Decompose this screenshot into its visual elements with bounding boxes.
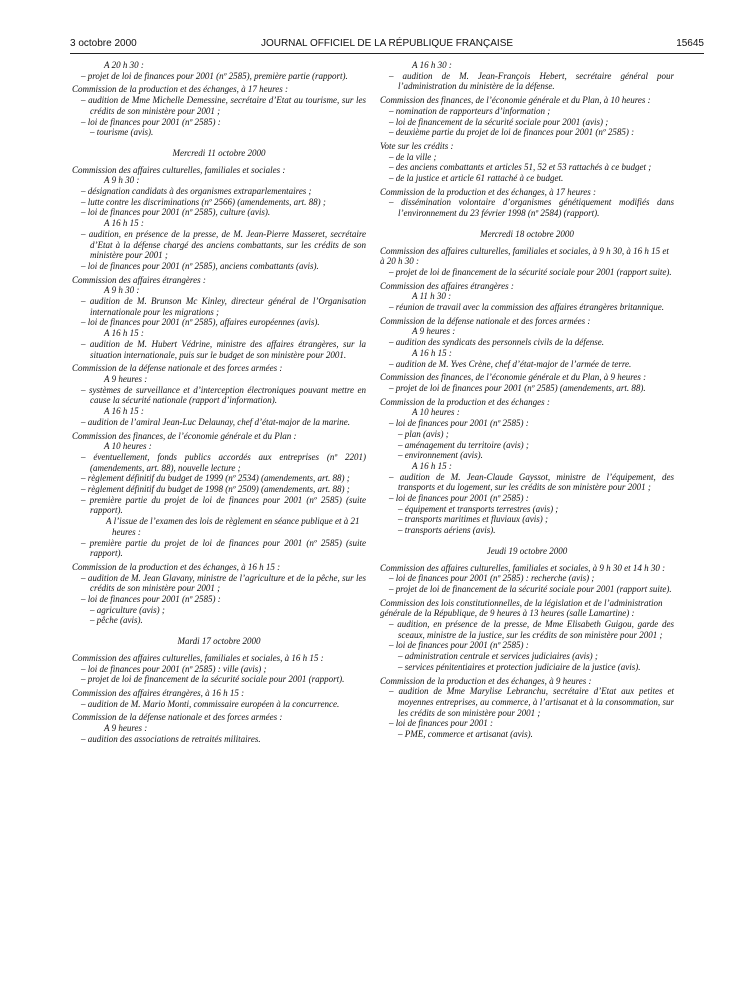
agenda-item: – services pénitentiaires et protection judiciaire de la justice (avis). (398, 661, 641, 672)
agenda-item: – désignation candidats à des organismes extraparlementaires ; (81, 186, 312, 197)
agenda-item: – audition de M. Jean Glavany, ministre de l’agriculture et de la pêche, sur les crédits de son ministère pour 2001 ; (81, 572, 366, 594)
committee-heading: Commission des lois constitutionnelles, de la législation et de l’administration générale de la République, de 9 heures à 13 heures (salle Lamartine) : (380, 597, 663, 619)
committee-heading: Vote sur les crédits : (380, 140, 454, 151)
committee-heading: Commission de la production et des échanges, à 9 heures : (380, 675, 592, 686)
time-label: A 16 h 30 : (412, 60, 452, 70)
agenda-item: – administration centrale et services judiciaires (avis) ; (398, 651, 598, 662)
agenda-item: – nomination de rapporteurs d’information ; (389, 105, 551, 116)
agenda-item: A l’issue de l’examen des lois de règlement en séance publique et à 21 heures : (106, 516, 360, 537)
time-label: A 16 h 15 : (104, 328, 144, 339)
header-date: 3 octobre 2000 (70, 38, 137, 49)
agenda-item: – audition de M. Brunson Mc Kinley, directeur général de l’Organisation internationale pour les migrations ; (81, 296, 366, 317)
committee-heading: Commission de la production et des échanges : (380, 396, 550, 407)
committee-heading: Commission des finances, de l’économie générale et du Plan : (72, 430, 297, 441)
agenda-item: – loi de finances pour 2001 (nº 2585), culture (avis). (81, 207, 271, 218)
agenda-item: – loi de finances pour 2001 (nº 2585) : (389, 640, 529, 651)
time-label: A 11 h 30 : (412, 291, 452, 302)
agenda-item: – lutte contre les discriminations (nº 2566) (amendements, art. 88) ; (81, 196, 326, 207)
agenda-item: – aménagement du territoire (avis) ; (398, 439, 529, 450)
right-column (380, 60, 674, 740)
agenda-item: – audition, en présence de la presse, de Mme Elisabeth Guigou, garde des sceaux, ministre de la justice, sur les crédits de son ministère pour 2001 ; (389, 619, 674, 640)
agenda-item: – loi de finances pour 2001 (nº 2585) : (81, 594, 221, 605)
agenda-item: – agriculture (avis) ; (90, 604, 165, 615)
time-label: A 16 h 15 : (104, 218, 144, 229)
time-label: A 9 heures : (104, 723, 148, 734)
agenda-item: – audition de M. Hubert Védrine, ministre des affaires étrangères, sur la situation internationale, puis sur le budget de son ministère pour 2001. (81, 338, 366, 360)
agenda-item: – audition des syndicats des personnels civils de la défense. (389, 337, 604, 348)
time-label: A 9 heures : (104, 373, 148, 384)
agenda-item: – loi de finances pour 2001 (nº 2585) : ville (avis) ; (81, 663, 267, 674)
committee-heading: Commission des affaires culturelles, familiales et sociales, à 9 h 30 et 14 h 30 : (380, 562, 666, 573)
header-rule (70, 53, 704, 54)
time-label: A 10 heures : (104, 441, 152, 452)
agenda-item: – loi de finances pour 2001 (nº 2585) : (389, 493, 529, 504)
agenda-item: – des anciens combattants et articles 51, 52 et 53 rattachés à ce budget ; (389, 162, 652, 173)
agenda-item: – systèmes de surveillance et d’interception électroniques pouvant mettre en cause la sécurité nationale (rapport d’information). (81, 384, 366, 406)
agenda-item: – loi de financement de la sécurité sociale pour 2001 (avis) ; (389, 116, 609, 127)
agenda-item: – transports maritimes et fluviaux (avis) ; (398, 514, 548, 525)
committee-heading: Commission de la production et des échanges, à 17 heures : (72, 84, 289, 95)
time-label: A 9 heures : (412, 326, 456, 337)
committee-heading: Commission des finances, de l’économie générale et du Plan, à 9 heures : (380, 372, 647, 383)
agenda-item: – règlement définitif du budget de 1999 (nº 2534) (amendements, art. 88) ; (81, 473, 350, 484)
agenda-item: – audition de M. Yves Crène, chef d’état-major de l’armée de terre. (389, 358, 632, 369)
time-label: A 16 h 15 : (104, 406, 144, 417)
agenda-item: – loi de finances pour 2001 (nº 2585), affaires européennes (avis). (81, 317, 320, 328)
agenda-item: – de la justice et article 61 rattaché à ce budget. (389, 173, 564, 184)
agenda-item: – éventuellement, fonds publics accordés aux entreprises (nº 2201) (amendements, art. 88), nouvelle lecture ; (81, 451, 366, 473)
agenda-item: – première partie du projet de loi de finances pour 2001 (nº 2585) (suite rapport). (81, 537, 366, 559)
agenda-item: – loi de finances pour 2001 (nº 2585) : (389, 418, 529, 429)
agenda-item: – réunion de travail avec la commission des affaires étrangères britannique. (389, 302, 665, 313)
time-label: A 16 h 15 : (412, 347, 452, 358)
committee-heading: Commission de la défense nationale et des forces armées : (380, 315, 591, 326)
committee-heading: Commission des affaires culturelles, familiales et sociales, à 16 h 15 : (72, 652, 324, 663)
day-heading: Mercredi 18 octobre 2000 (480, 228, 574, 239)
agenda-item: – première partie du projet de loi de finances pour 2001 (nº 2585) (suite rapport). (81, 494, 366, 516)
agenda-item: – audition des associations de retraités militaires. (81, 733, 261, 744)
agenda-item: – loi de finances pour 2001 : (389, 718, 493, 729)
agenda-item: – loi de finances pour 2001 (nº 2585) : (81, 116, 221, 127)
agenda-item: – audition de l’amiral Jean-Luc Delaunay, chef d’état-major de la marine. (81, 416, 350, 427)
time-label: A 16 h 15 : (412, 460, 452, 471)
agenda-item: – de la ville ; (389, 151, 437, 162)
agenda-item: – loi de finances pour 2001 (nº 2585), anciens combattants (avis). (81, 260, 319, 271)
time-label: A 9 h 30 : (104, 285, 140, 296)
agenda-item: – dissémination volontaire d’organismes génétiquement modifiés dans l’environnement du 23 février 1998 (nº 2584) (rapport). (389, 197, 674, 219)
agenda-item: – règlement définitif du budget de 1998 (nº 2509) (amendements, art. 88) ; (81, 484, 350, 495)
committee-heading: Commission de la défense nationale et des forces armées : (72, 712, 283, 723)
agenda-item: – projet de loi de financement de la sécurité sociale pour 2001 (rapport). (81, 674, 345, 685)
agenda-item: – tourisme (avis). (90, 127, 154, 138)
agenda-item: – pêche (avis). (90, 615, 143, 626)
committee-heading: Commission des affaires étrangères : (380, 280, 514, 291)
agenda-item: – audition de M. Jean-François Hebert, secrétaire général pour l’administration du ministère de la défense. (389, 70, 674, 92)
agenda-item: – environnement (avis). (398, 450, 483, 461)
agenda-item: – audition de Mme Marylise Lebranchu, secrétaire d’Etat aux petites et moyennes entreprises, au commerce, à l’artisanat et à la consommation, sur les crédits de son ministère pour 2001 ; (389, 686, 674, 718)
day-heading: Mardi 17 octobre 2000 (177, 636, 261, 647)
agenda-item: – audition de Mme Michelle Demessine, secrétaire d’Etat au tourisme, sur les crédits de son ministère pour 2001 ; (81, 95, 366, 116)
agenda-item: – deuxième partie du projet de loi de finances pour 2001 (nº 2585) : (389, 127, 635, 138)
committee-heading: Commission des affaires étrangères, à 16 h 15 : (72, 687, 245, 698)
agenda-item: – audition de M. Mario Monti, commissaire européen à la concurrence. (81, 698, 340, 709)
committee-heading: Commission de la production et des échanges, à 17 heures : (380, 186, 597, 197)
committee-heading: Commission de la production et des échanges, à 16 h 15 : (72, 561, 281, 572)
time-label: A 9 h 30 : (104, 175, 140, 186)
page-number: 15645 (676, 38, 704, 49)
agenda-item: – loi de finances pour 2001 (nº 2585) : recherche (avis) ; (389, 573, 595, 584)
page-header (70, 38, 704, 54)
day-heading: Jeudi 19 octobre 2000 (486, 545, 568, 556)
agenda-item: – audition, en présence de la presse, de M. Jean-Pierre Masseret, secrétaire d’Etat à la défense chargé des anciens combattants, sur les crédits de son ministère pour 2001 ; (81, 228, 366, 261)
agenda-item: – plan (avis) ; (398, 428, 449, 439)
time-label: A 10 heures : (412, 407, 460, 418)
committee-heading: Commission des affaires culturelles, familiales et sociales, à 9 h 30, à 16 h 15 et à 20 h 30 : (380, 245, 669, 267)
committee-heading: Commission de la défense nationale et des forces armées : (72, 363, 283, 374)
agenda-item: – audition de M. Jean-Claude Gayssot, ministre de l’équipement, des transports et du logement, sur les crédits de son ministère pour 2001 ; (389, 471, 674, 493)
agenda-item: – projet de loi de financement de la sécurité sociale pour 2001 (rapport suite). (389, 583, 672, 594)
time-label: A 20 h 30 : (104, 60, 144, 70)
committee-heading: Commission des finances, de l’économie générale et du Plan, à 10 heures : (380, 95, 651, 106)
committee-heading: Commission des affaires étrangères : (72, 274, 206, 285)
agenda-item: – projet de loi de financement de la sécurité sociale pour 2001 (rapport suite). (389, 266, 672, 277)
day-heading: Mercredi 11 octobre 2000 (172, 147, 266, 158)
agenda-item: – projet de loi de finances pour 2001 (nº 2585) (amendements, art. 88). (389, 382, 646, 393)
committee-heading: Commission des affaires culturelles, familiales et sociales : (72, 164, 286, 175)
agenda-item: – transports aériens (avis). (398, 525, 496, 536)
agenda-item: – PME, commerce et artisanat (avis). (398, 729, 533, 740)
agenda-item: – projet de loi de finances pour 2001 (nº 2585), première partie (rapport). (81, 70, 348, 81)
left-column (72, 60, 366, 744)
agenda-item: – équipement et transports terrestres (avis) ; (398, 503, 559, 514)
header-title: JOURNAL OFFICIEL DE LA RÉPUBLIQUE FRANÇAISE (260, 38, 514, 49)
